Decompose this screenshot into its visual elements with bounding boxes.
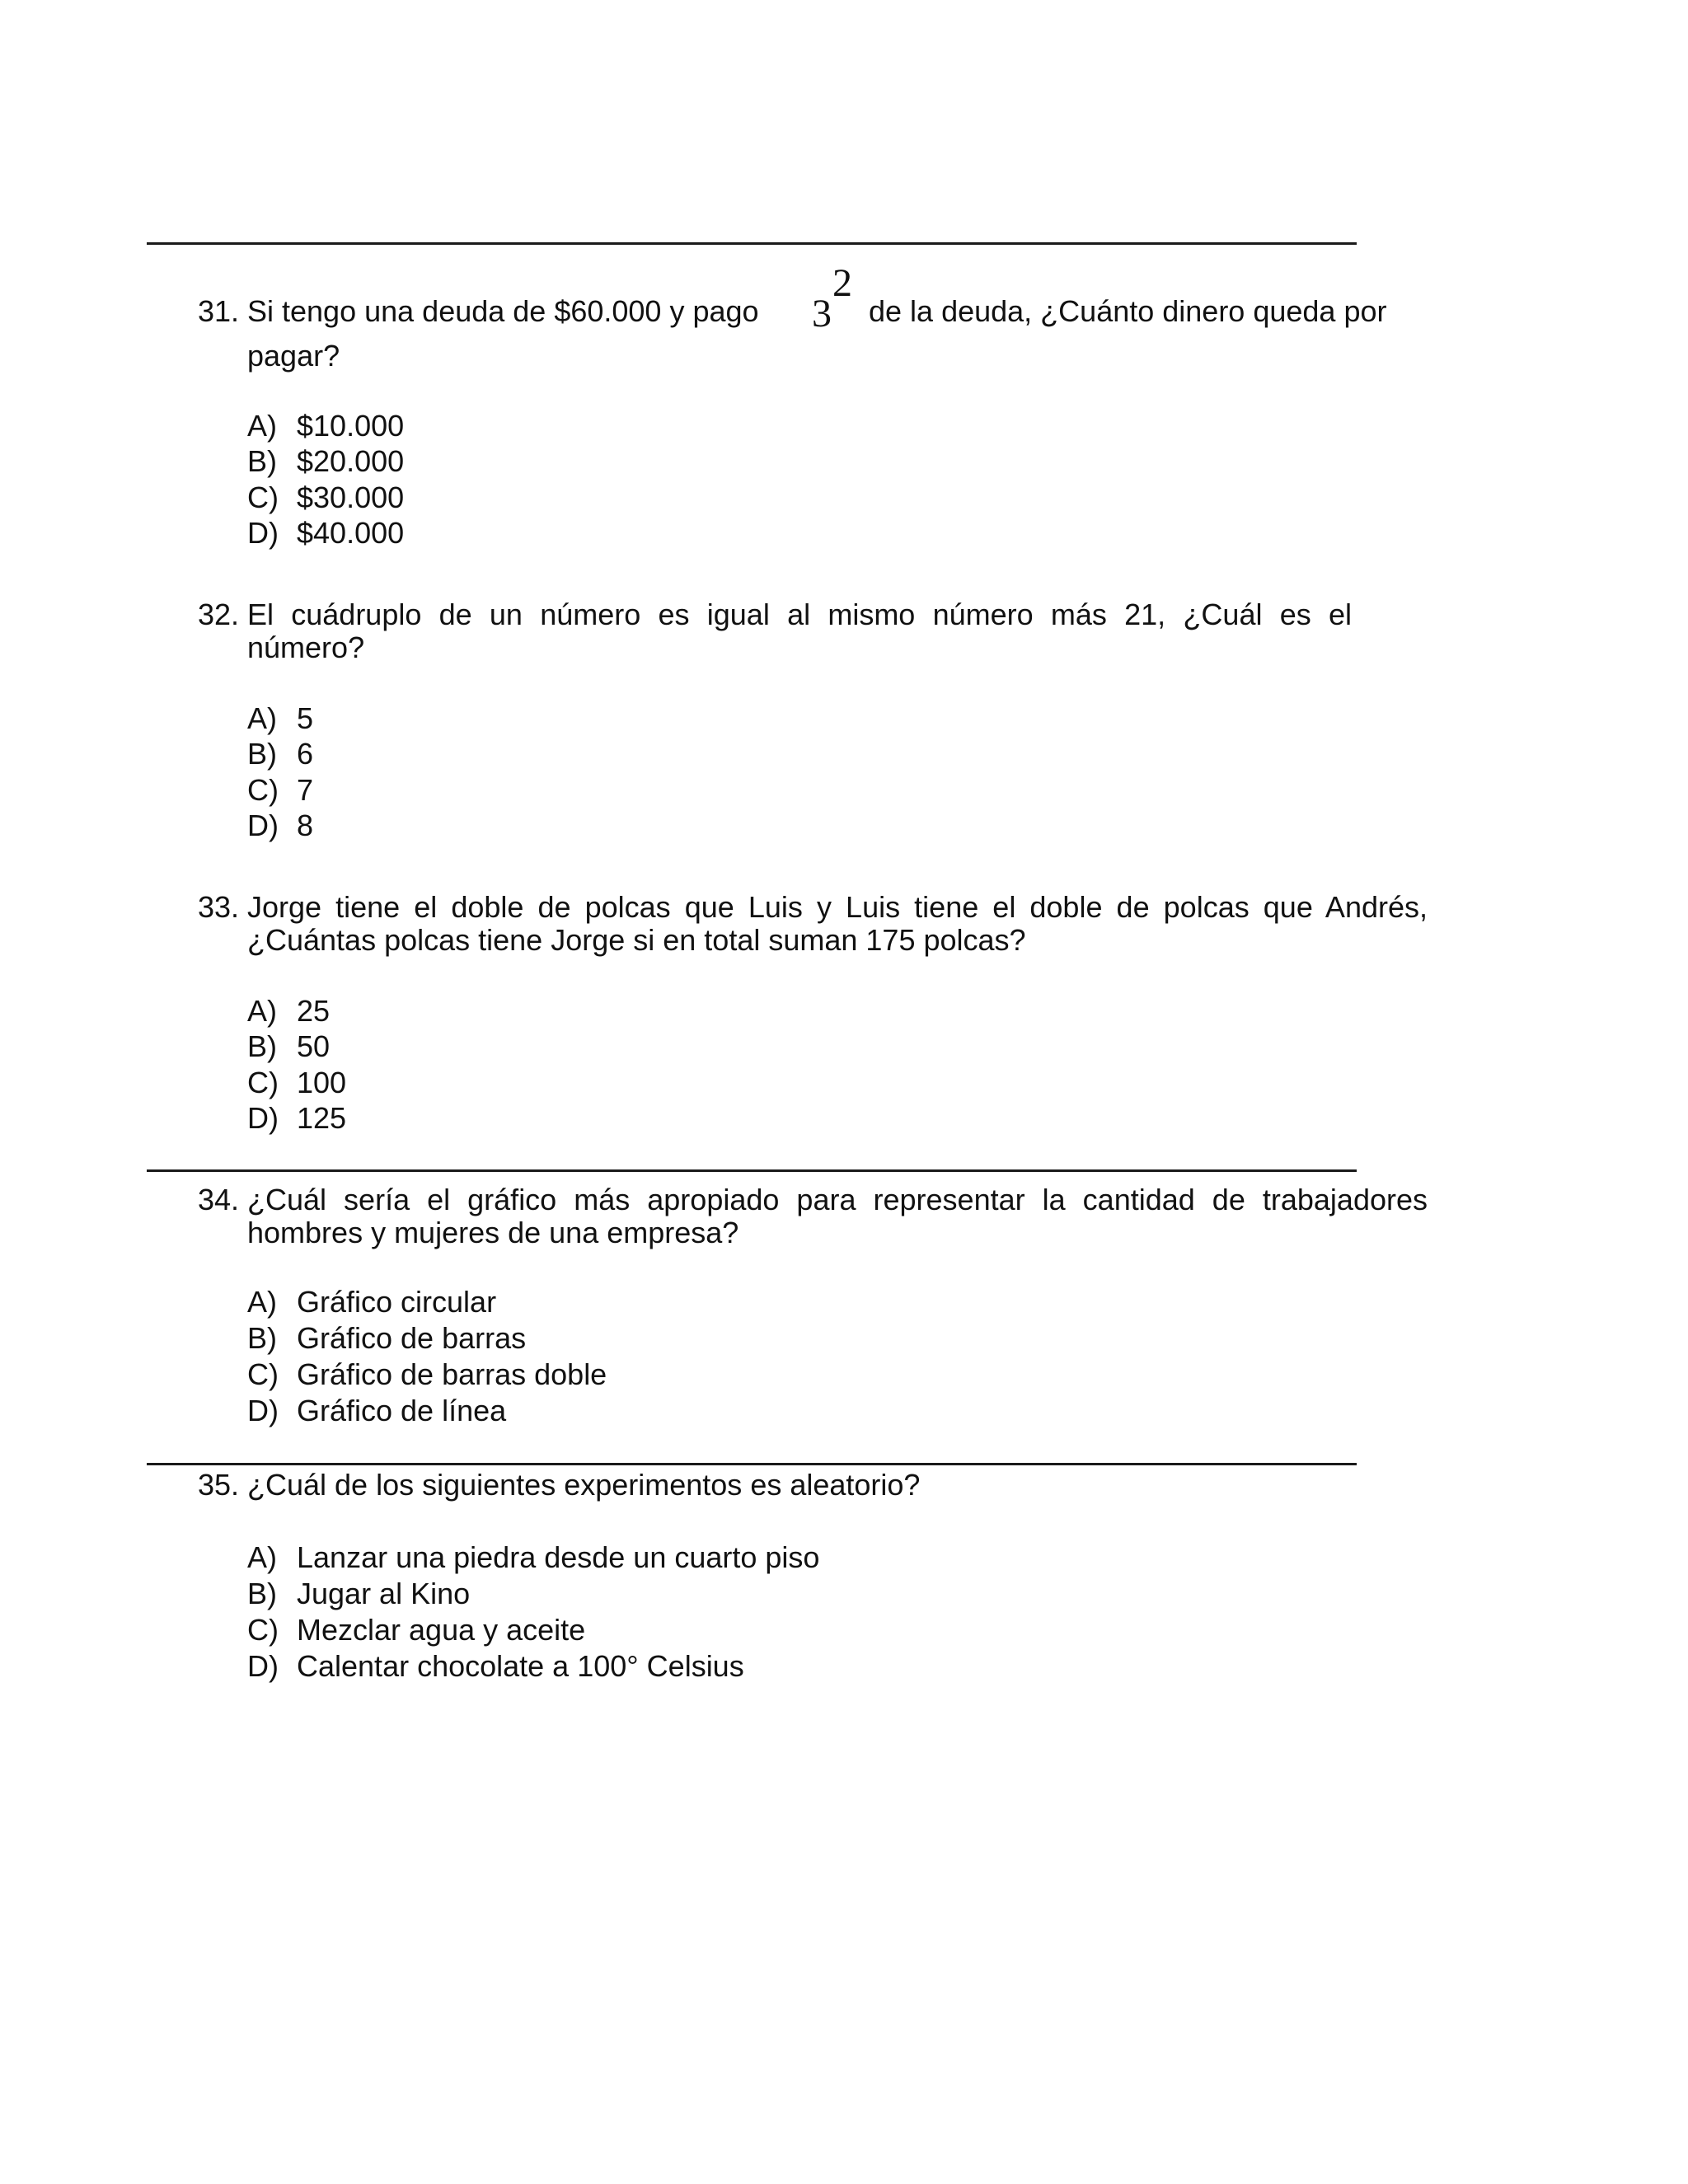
answer-option-a[interactable] (247, 1286, 496, 1319)
option-text: 6 (297, 737, 314, 771)
answer-option-c[interactable] (247, 1358, 607, 1391)
option-letter: C) (247, 1613, 279, 1647)
option-text: 25 (297, 994, 331, 1028)
option-letter: D) (247, 516, 279, 550)
section-divider (147, 1463, 1357, 1465)
option-letter: B) (247, 444, 277, 478)
option-text: 5 (297, 701, 314, 735)
question-text-line-2: ¿Cuántas polcas tiene Jorge si en total suman 175 polcas? (247, 923, 1026, 957)
answer-option-c[interactable] (247, 1614, 585, 1647)
option-text: Gráfico de barras (297, 1321, 527, 1355)
question-text: ¿Cuál sería el gráfico más apropiado para representar la cantidad de trabajadores (247, 1183, 1428, 1216)
option-text: Lanzar una piedra desde un cuarto piso (297, 1540, 820, 1574)
option-letter: B) (247, 737, 277, 771)
question-text: Jorge tiene el doble de polcas que Luis y Luis tiene el doble de polcas que Andrés, (247, 890, 1428, 924)
option-text: $40.000 (297, 516, 405, 550)
question-text: ¿Cuál de los siguientes experimentos es aleatorio? (247, 1468, 921, 1502)
option-text: Mezclar agua y aceite (297, 1613, 586, 1647)
option-text: Calentar chocolate a 100° Celsius (297, 1649, 744, 1683)
option-letter: A) (247, 701, 277, 735)
option-text: Gráfico circular (297, 1285, 497, 1319)
option-letter: A) (247, 994, 277, 1028)
question-text-line-2: pagar? (247, 339, 340, 373)
answer-option-d[interactable] (247, 517, 404, 550)
answer-option-d[interactable] (247, 1394, 506, 1427)
answer-option-d[interactable] (247, 1650, 744, 1683)
answer-option-d[interactable] (247, 809, 313, 842)
question-text-continued: de la deuda, ¿Cuánto dinero queda por (869, 294, 1387, 328)
option-text: 125 (297, 1101, 347, 1135)
option-text: $20.000 (297, 444, 405, 478)
answer-option-b[interactable] (247, 1577, 470, 1610)
option-text: Gráfico de línea (297, 1394, 507, 1427)
option-letter: D) (247, 808, 279, 842)
answer-option-c[interactable] (247, 774, 313, 807)
option-letter: C) (247, 480, 279, 514)
question-number: 31. (198, 294, 240, 328)
option-letter: D) (247, 1394, 279, 1427)
option-text: 50 (297, 1029, 331, 1063)
answer-option-b[interactable] (247, 738, 313, 771)
answer-option-c[interactable] (247, 1066, 346, 1099)
option-letter: B) (247, 1321, 277, 1355)
option-letter: A) (247, 1540, 277, 1574)
option-letter: D) (247, 1101, 279, 1135)
option-text: Jugar al Kino (297, 1577, 471, 1610)
section-divider (147, 1169, 1357, 1172)
option-letter: A) (247, 1285, 277, 1319)
answer-option-a[interactable] (247, 702, 313, 735)
answer-option-a[interactable] (247, 995, 330, 1028)
answer-option-a[interactable] (247, 410, 404, 443)
option-letter: C) (247, 1066, 279, 1099)
option-letter: B) (247, 1577, 277, 1610)
answer-option-a[interactable] (247, 1541, 819, 1574)
option-text: $30.000 (297, 480, 405, 514)
question-text-line-2: número? (247, 630, 365, 664)
question-number: 33. (198, 890, 240, 924)
option-text: 100 (297, 1066, 347, 1099)
fraction-numerator: 2 (832, 261, 852, 305)
fraction-denominator: 3 (812, 292, 832, 335)
question-text: Si tengo una deuda de $60.000 y pago (247, 294, 759, 328)
question-text: El cuádruplo de un número es igual al mismo número más 21, ¿Cuál es el (247, 598, 1352, 631)
option-letter: A) (247, 409, 277, 443)
option-letter: B) (247, 1029, 277, 1063)
option-text: 8 (297, 808, 314, 842)
option-text: $10.000 (297, 409, 405, 443)
answer-option-d[interactable] (247, 1102, 346, 1135)
option-letter: C) (247, 773, 279, 807)
answer-option-b[interactable] (247, 1030, 330, 1063)
option-text: 7 (297, 773, 314, 807)
option-text: Gráfico de barras doble (297, 1357, 607, 1391)
question-number: 34. (198, 1183, 240, 1216)
question-text-line-2: hombres y mujeres de una empresa? (247, 1216, 739, 1249)
option-letter: D) (247, 1649, 279, 1683)
answer-option-b[interactable] (247, 445, 404, 478)
answer-option-c[interactable] (247, 481, 404, 514)
question-number: 32. (198, 598, 240, 631)
top-divider (147, 242, 1357, 245)
answer-option-b[interactable] (247, 1322, 526, 1355)
option-letter: C) (247, 1357, 279, 1391)
question-number: 35. (198, 1468, 240, 1502)
